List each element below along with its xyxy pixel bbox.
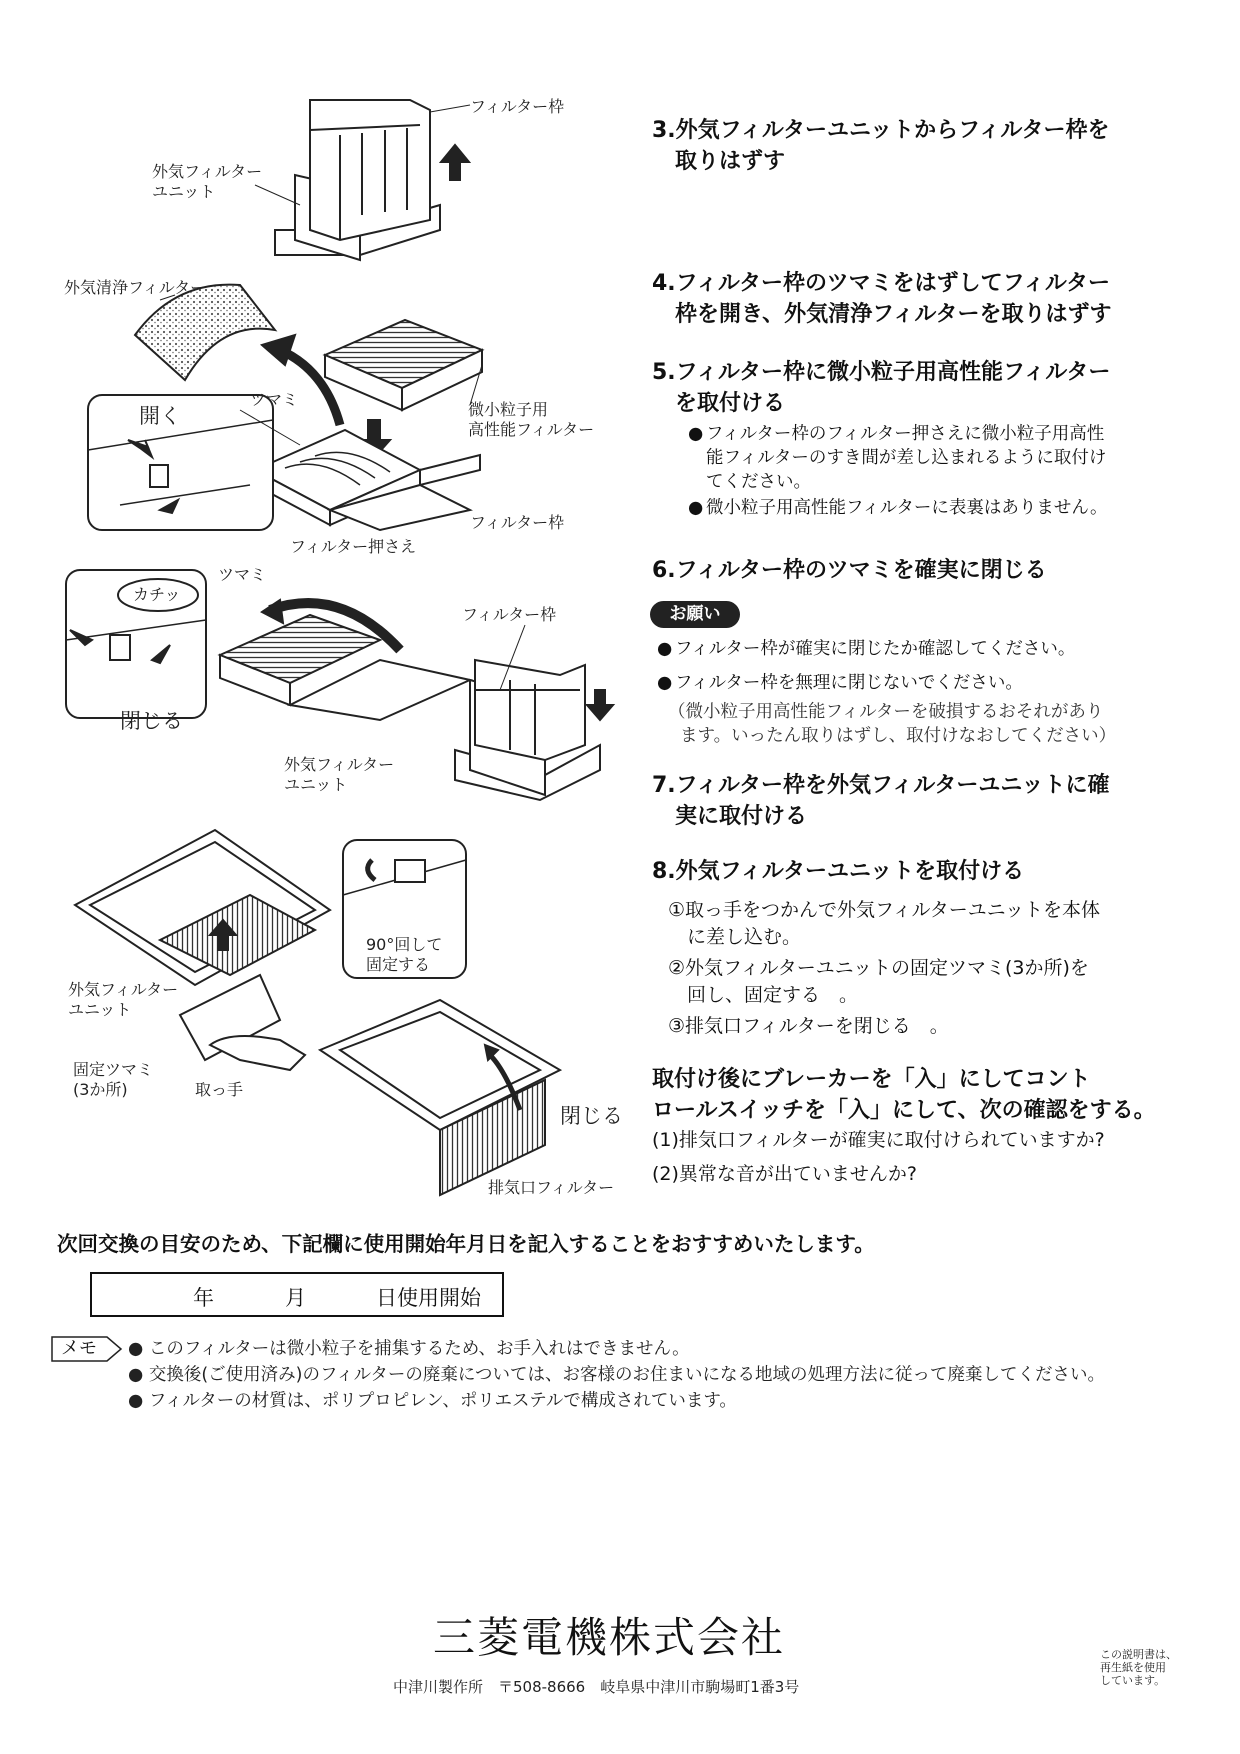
label-close-2: 閉じる bbox=[560, 1104, 623, 1128]
check-1: (1)排気口フィルターが確実に取付けられていますか? bbox=[652, 1129, 1105, 1151]
label-outdoor-clean-filter: 外気清浄フィルター bbox=[64, 278, 207, 297]
step-3-line-2: 取りはずす bbox=[675, 149, 786, 174]
step-5-line-1: 5.フィルター枠に微小粒子用高性能フィルター bbox=[652, 360, 1111, 385]
label-filter-holder: フィルター押さえ bbox=[290, 537, 417, 556]
step-7-line-1: 7.フィルター枠を外気フィルターユニットに確 bbox=[652, 773, 1110, 798]
figure-clean-filter bbox=[135, 285, 275, 380]
after-install-line-1: 取付け後にブレーカーを「入」にしてコント bbox=[652, 1067, 1091, 1092]
step-4-line-1: 4.フィルター枠のツマミをはずしてフィルター bbox=[652, 271, 1110, 296]
label-filter-frame-2: フィルター枠 bbox=[470, 513, 565, 532]
label-exhaust-filter: 排気口フィルター bbox=[488, 1178, 615, 1197]
step-3-title bbox=[652, 115, 1110, 177]
step-5-bullet-2: ● 微小粒子用高性能フィルターに表裏はありません。 bbox=[688, 498, 1108, 518]
step-5-title bbox=[652, 357, 1110, 419]
label-knob-2: ツマミ bbox=[218, 565, 267, 584]
company-name: 三菱電機株式会社 bbox=[433, 1613, 786, 1662]
label-handle: 取っ手 bbox=[195, 1080, 244, 1099]
figure-open-frame bbox=[255, 430, 480, 530]
memo-line-2: ● 交換後(ご使用済み)のフィルターの廃棄については、お客様のお住まいになる地域の処理方法に従って廃棄してください。 bbox=[128, 1365, 1106, 1385]
label-outdoor-filter-unit-2: 外気フィルター ユニット bbox=[284, 755, 395, 794]
memo-line-1: ● このフィルターは微小粒子を捕集するため、お手入れはできません。 bbox=[128, 1339, 690, 1359]
date-month: 月 bbox=[285, 1286, 306, 1310]
memo-tag bbox=[53, 1337, 97, 1361]
step-5-bullet-1: ● フィルター枠のフィルター押さえに微小粒子用高性 能フィルターのすき間が差し込まれるように取付け てください。 bbox=[688, 424, 1107, 492]
step-8-sub-3: ③排気口フィルターを閉じる 。 bbox=[668, 1015, 949, 1037]
start-date-box bbox=[90, 1272, 504, 1317]
figure-exhaust bbox=[320, 1000, 560, 1195]
detail-open bbox=[88, 395, 300, 530]
step-8-sub-1: ①取っ手をつかんで外気フィルターユニットを本体 に差し込む。 bbox=[668, 899, 1100, 948]
label-close-1: 閉じる bbox=[120, 709, 183, 733]
figure-insert-unit bbox=[75, 830, 330, 1070]
label-rotate-90: 90°回して 固定する bbox=[366, 935, 443, 974]
date-year: 年 bbox=[193, 1286, 214, 1310]
label-click: カチッ bbox=[133, 585, 181, 604]
memo-line-3: ● フィルターの材質は、ポリプロピレン、ポリエステルで構成されています。 bbox=[128, 1391, 737, 1411]
label-outdoor-filter-unit-1: 外気フィルター ユニット bbox=[152, 162, 263, 201]
step-6-bullet-2: ● フィルター枠を無理に閉じないでください。 bbox=[657, 673, 1023, 693]
step-6-note: （微小粒子用高性能フィルターを破損するおそれがあり ます。いったん取りはずし、取付けなおしてください） bbox=[668, 702, 1117, 746]
next-replacement-text: 次回交換の目安のため、下記欄に使用開始年月日を記入することをおすすめいたします。 bbox=[57, 1232, 875, 1256]
memo-tag-label: メモ bbox=[61, 1338, 97, 1359]
step-6-bullet-1: ● フィルター枠が確実に閉じたか確認してください。 bbox=[657, 639, 1076, 659]
label-knob-1: ツマミ bbox=[250, 390, 299, 409]
step-3-line-1: 3.外気フィルターユニットからフィルター枠を bbox=[652, 118, 1110, 143]
label-filter-frame-3: フィルター枠 bbox=[462, 605, 557, 624]
label-fixing-knob: 固定ツマミ (3か所) bbox=[73, 1060, 154, 1099]
company-address: 中津川製作所 〒508-8666 岐阜県中津川市駒場町1番3号 bbox=[393, 1678, 800, 1696]
recycled-paper-note: この説明書は、 再生紙を使用 しています。 bbox=[1100, 1648, 1177, 1687]
step-8-title bbox=[652, 856, 1024, 887]
figure-remove-frame bbox=[255, 100, 470, 260]
after-install-line-2: ロールスイッチを「入」にして、次の確認をする。 bbox=[652, 1098, 1156, 1123]
figure-reassemble bbox=[455, 625, 613, 800]
label-filter-frame-1: フィルター枠 bbox=[470, 97, 565, 116]
after-install-title bbox=[652, 1064, 1156, 1126]
label-hepa-filter: 微小粒子用 高性能フィルター bbox=[468, 400, 595, 439]
step-7-line-2: 実に取付ける bbox=[675, 804, 808, 829]
step-5-line-2: を取付ける bbox=[675, 391, 786, 416]
step-4-title bbox=[652, 268, 1111, 330]
figure-close-frame bbox=[220, 600, 470, 720]
check-2: (2)異常な音が出ていませんか? bbox=[652, 1163, 917, 1185]
step-8-sub-2: ②外気フィルターユニットの固定ツマミ(3か所)を 回し、固定する 。 bbox=[668, 957, 1089, 1006]
request-badge: お願い bbox=[650, 601, 740, 628]
label-outdoor-filter-unit-3: 外気フィルター ユニット bbox=[68, 980, 179, 1019]
step-6-title bbox=[652, 555, 1047, 586]
step-8-line-1: 8.外気フィルターユニットを取付ける bbox=[652, 859, 1025, 884]
figure-hepa bbox=[325, 320, 482, 410]
step-6-line-1: 6.フィルター枠のツマミを確実に閉じる bbox=[652, 558, 1047, 583]
date-day-start: 日使用開始 bbox=[376, 1286, 481, 1310]
step-7-title bbox=[652, 770, 1110, 832]
label-open: 開く bbox=[139, 404, 181, 428]
step-4-line-2: 枠を開き、外気清浄フィルターを取りはずす bbox=[675, 302, 1112, 327]
